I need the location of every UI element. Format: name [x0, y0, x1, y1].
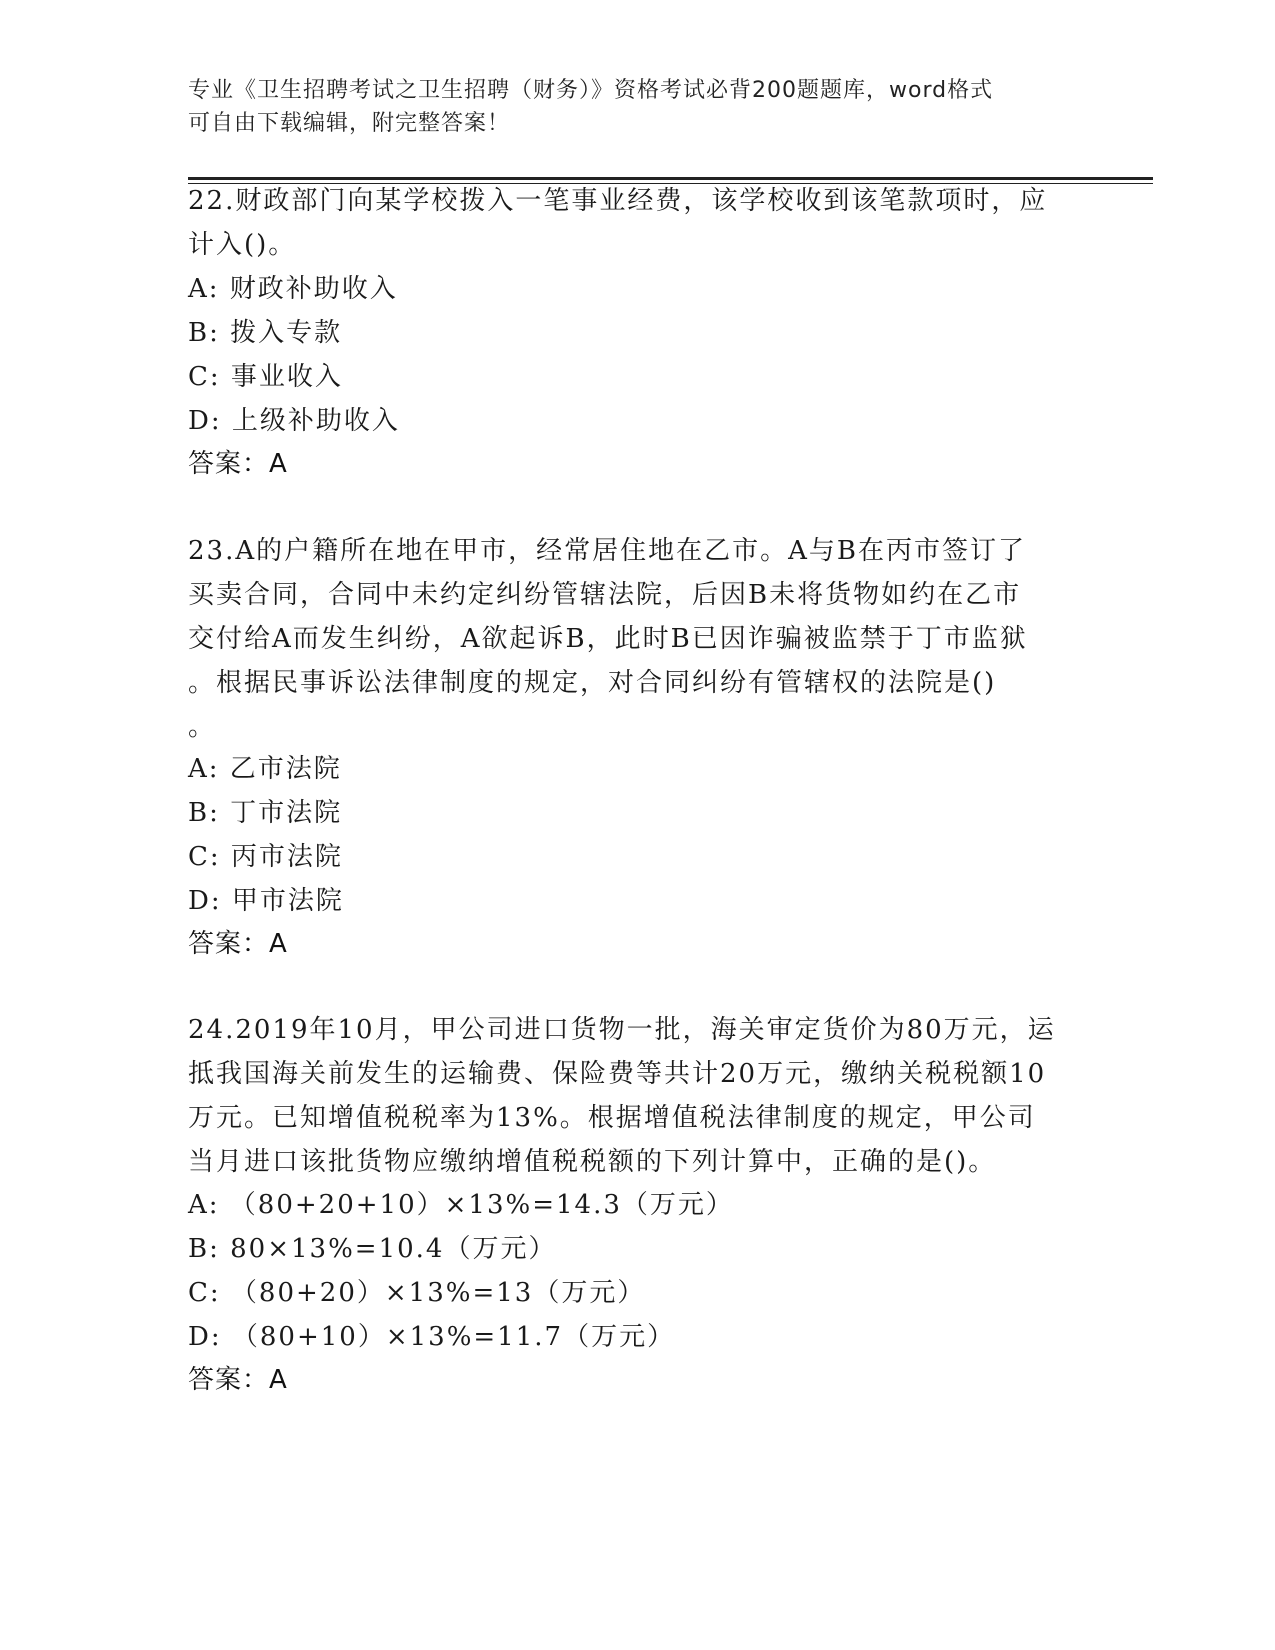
question-23-option-c: C: 丙市法院: [188, 842, 343, 872]
question-24-answer: 答案：A: [188, 1365, 288, 1395]
question-23-answer: 答案：A: [188, 929, 288, 959]
question-24-option-d: D: （80+10）×13%=11.7（万元）: [188, 1322, 676, 1352]
question-24-text-line-2: 抵我国海关前发生的运输费、保险费等共计20万元，缴纳关税税额10: [188, 1059, 1047, 1089]
question-23-option-b: B: 丁市法院: [188, 798, 343, 828]
question-23-text-line-1: 23.A的户籍所在地在甲市，经常居住地在乙市。A与B在丙市签订了: [188, 536, 1027, 566]
question-23-text-line-5: 。: [188, 712, 217, 742]
question-22-option-b: B: 拨入专款: [188, 318, 343, 348]
question-22-answer: 答案：A: [188, 449, 288, 479]
question-22-text-line-1: 22.财政部门向某学校拨入一笔事业经费，该学校收到该笔款项时，应: [188, 186, 1048, 216]
question-22-option-c: C: 事业收入: [188, 362, 343, 392]
header-divider-thick: [188, 177, 1153, 180]
header-divider-thin: [188, 183, 1153, 184]
question-24-text-line-1: 24.2019年10月，甲公司进口货物一批，海关审定货价为80万元，运: [188, 1015, 1056, 1045]
question-24-option-b: B: 80×13%=10.4（万元）: [188, 1234, 557, 1264]
question-23-option-d: D: 甲市法院: [188, 886, 344, 916]
question-23-text-line-2: 买卖合同，合同中未约定纠纷管辖法院，后因B未将货物如约在乙市: [188, 580, 1022, 610]
question-22-text-line-2: 计入()。: [188, 230, 297, 260]
header-line-1: 专业《卫生招聘考试之卫生招聘（财务）》资格考试必背200题题库，word格式: [188, 78, 994, 103]
question-23-text-line-3: 交付给A而发生纠纷，A欲起诉B，此时B已因诈骗被监禁于丁市监狱: [188, 624, 1028, 654]
question-24-option-a: A: （80+20+10）×13%=14.3（万元）: [188, 1190, 734, 1220]
question-24-text-line-4: 当月进口该批货物应缴纳增值税税额的下列计算中，正确的是()。: [188, 1147, 997, 1177]
question-22-option-a: A: 财政补助收入: [188, 274, 398, 304]
question-24-option-c: C: （80+20）×13%=13（万元）: [188, 1278, 646, 1308]
question-23-text-line-4: 。根据民事诉讼法律制度的规定，对合同纠纷有管辖权的法院是(): [188, 668, 997, 698]
document-header: [188, 74, 1088, 140]
header-line-2: 可自由下载编辑，附完整答案！: [188, 111, 511, 136]
question-24-text-line-3: 万元。已知增值税税率为13%。根据增值税法律制度的规定，甲公司: [188, 1103, 1036, 1133]
question-22-option-d: D: 上级补助收入: [188, 406, 400, 436]
question-23-option-a: A: 乙市法院: [188, 754, 342, 784]
